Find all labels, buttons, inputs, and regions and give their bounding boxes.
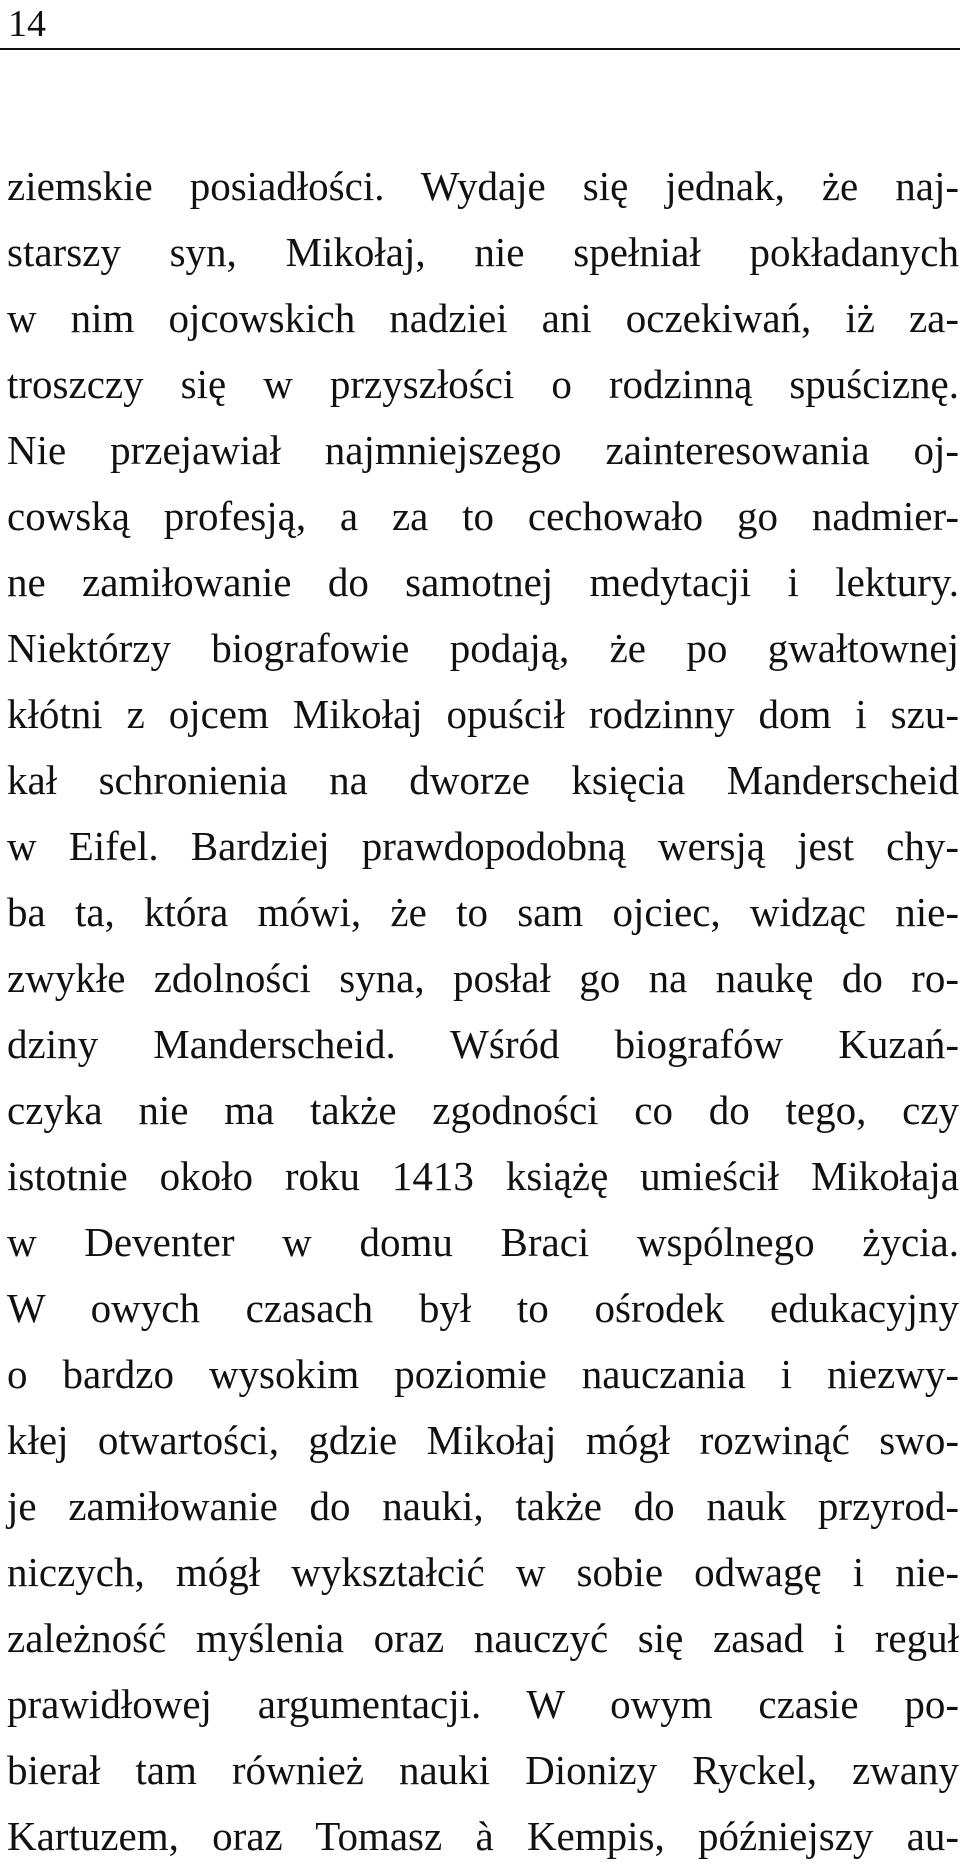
text-line: czyka nie ma także zgodności co do tego, czy (7, 1087, 959, 1133)
text-line: ziemskie posiadłości. Wydaje się jednak, że naj- (7, 163, 959, 209)
text-line: kłej otwartości, gdzie Mikołaj mógł rozwinąć swo- (7, 1417, 959, 1463)
text-line: bierał tam również nauki Dionizy Ryckel, zwany (7, 1747, 959, 1793)
text-line: w Deventer w domu Braci wspólnego życia. (7, 1219, 959, 1265)
text-line: w Eifel. Bardziej prawdopodobną wersją jest chy- (7, 823, 959, 869)
text-line: je zamiłowanie do nauki, także do nauk przyrod- (7, 1483, 959, 1529)
text-line: w nim ojcowskich nadziei ani oczekiwań, iż za- (7, 295, 959, 341)
text-line: Niektórzy biografowie podają, że po gwałtownej (7, 625, 959, 671)
text-line: cowską profesją, a za to cechowało go nadmier- (7, 493, 959, 539)
text-line: kał schronienia na dworze księcia Manderscheid (7, 757, 959, 803)
text-line: dziny Manderscheid. Wśród biografów Kuzań- (7, 1021, 959, 1067)
text-line: ne zamiłowanie do samotnej medytacji i lektury. (7, 559, 959, 605)
text-line: Nie przejawiał najmniejszego zainteresowania oj- (7, 427, 959, 473)
text-line: prawidłowej argumentacji. W owym czasie po- (7, 1681, 959, 1727)
text-line: zależność myślenia oraz nauczyć się zasad i reguł (7, 1615, 959, 1661)
text-line: zwykłe zdolności syna, posłał go na naukę do ro- (7, 955, 959, 1001)
page-header (0, 0, 960, 50)
text-line: kłótni z ojcem Mikołaj opuścił rodzinny dom i szu- (7, 691, 959, 737)
page-number: 14 (8, 3, 46, 45)
text-line: troszczy się w przyszłości o rodzinną spuściznę. (7, 361, 959, 407)
text-line: niczych, mógł wykształcić w sobie odwagę i nie- (7, 1549, 959, 1595)
text-line: o bardzo wysokim poziomie nauczania i niezwy- (7, 1351, 959, 1397)
text-line: Kartuzem, oraz Tomasz à Kempis, późniejszy au- (7, 1813, 959, 1859)
text-line: istotnie około roku 1413 książę umieścił Mikołaja (7, 1153, 959, 1199)
text-line: starszy syn, Mikołaj, nie spełniał pokładanych (7, 229, 959, 275)
text-line: ba ta, która mówi, że to sam ojciec, widząc nie- (7, 889, 959, 935)
body-text (7, 153, 959, 1869)
text-line: W owych czasach był to ośrodek edukacyjny (7, 1285, 959, 1331)
